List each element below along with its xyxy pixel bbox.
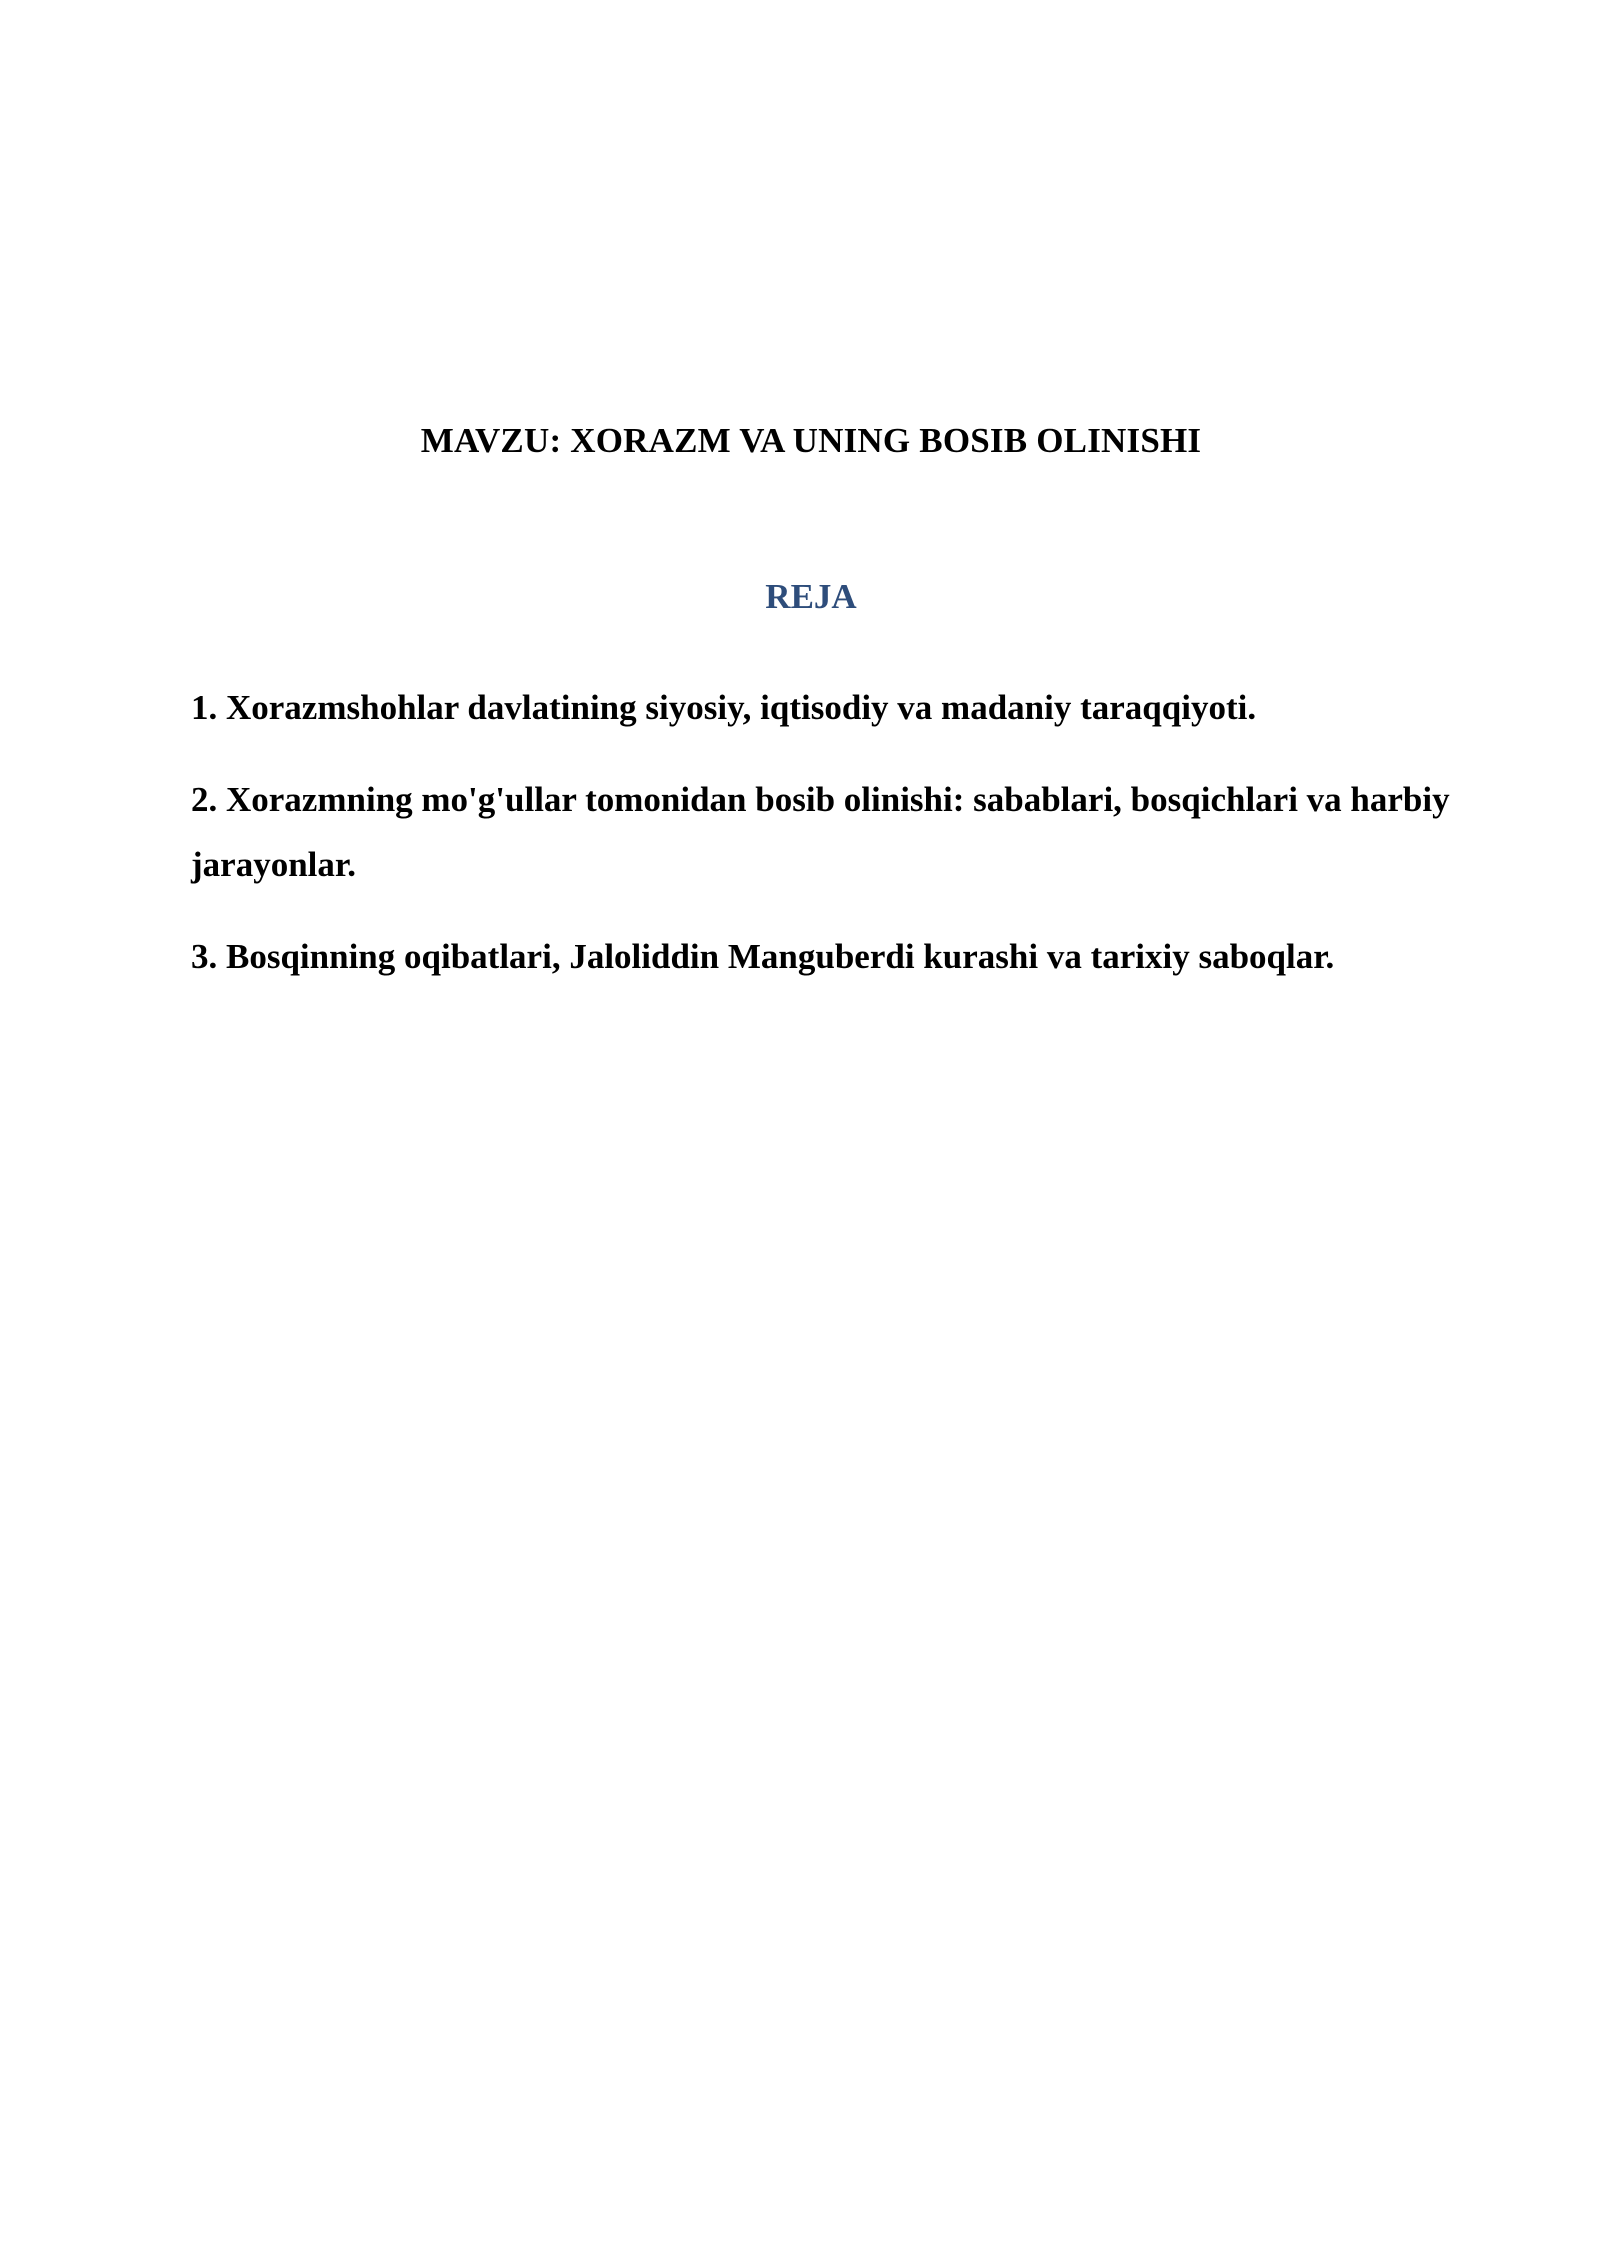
plan-item-2: 2. Xorazmning mo'g'ullar tomonidan bosib olinishi: sabablari, bosqichlari va harbiy jarayonlar. xyxy=(191,780,1450,884)
plan-heading: REJA xyxy=(765,577,857,616)
plan-list xyxy=(191,675,1461,1016)
plan-item-3: 3. Bosqinning oqibatlari, Jaloliddin Manguberdi kurashi va tarixiy saboqlar. xyxy=(191,937,1335,976)
document-title: MAVZU: XORAZM VA UNING BOSIB OLINISHI xyxy=(420,421,1202,460)
plan-item-1: 1. Xorazmshohlar davlatining siyosiy, iqtisodiy va madaniy taraqqiyoti. xyxy=(191,688,1257,727)
